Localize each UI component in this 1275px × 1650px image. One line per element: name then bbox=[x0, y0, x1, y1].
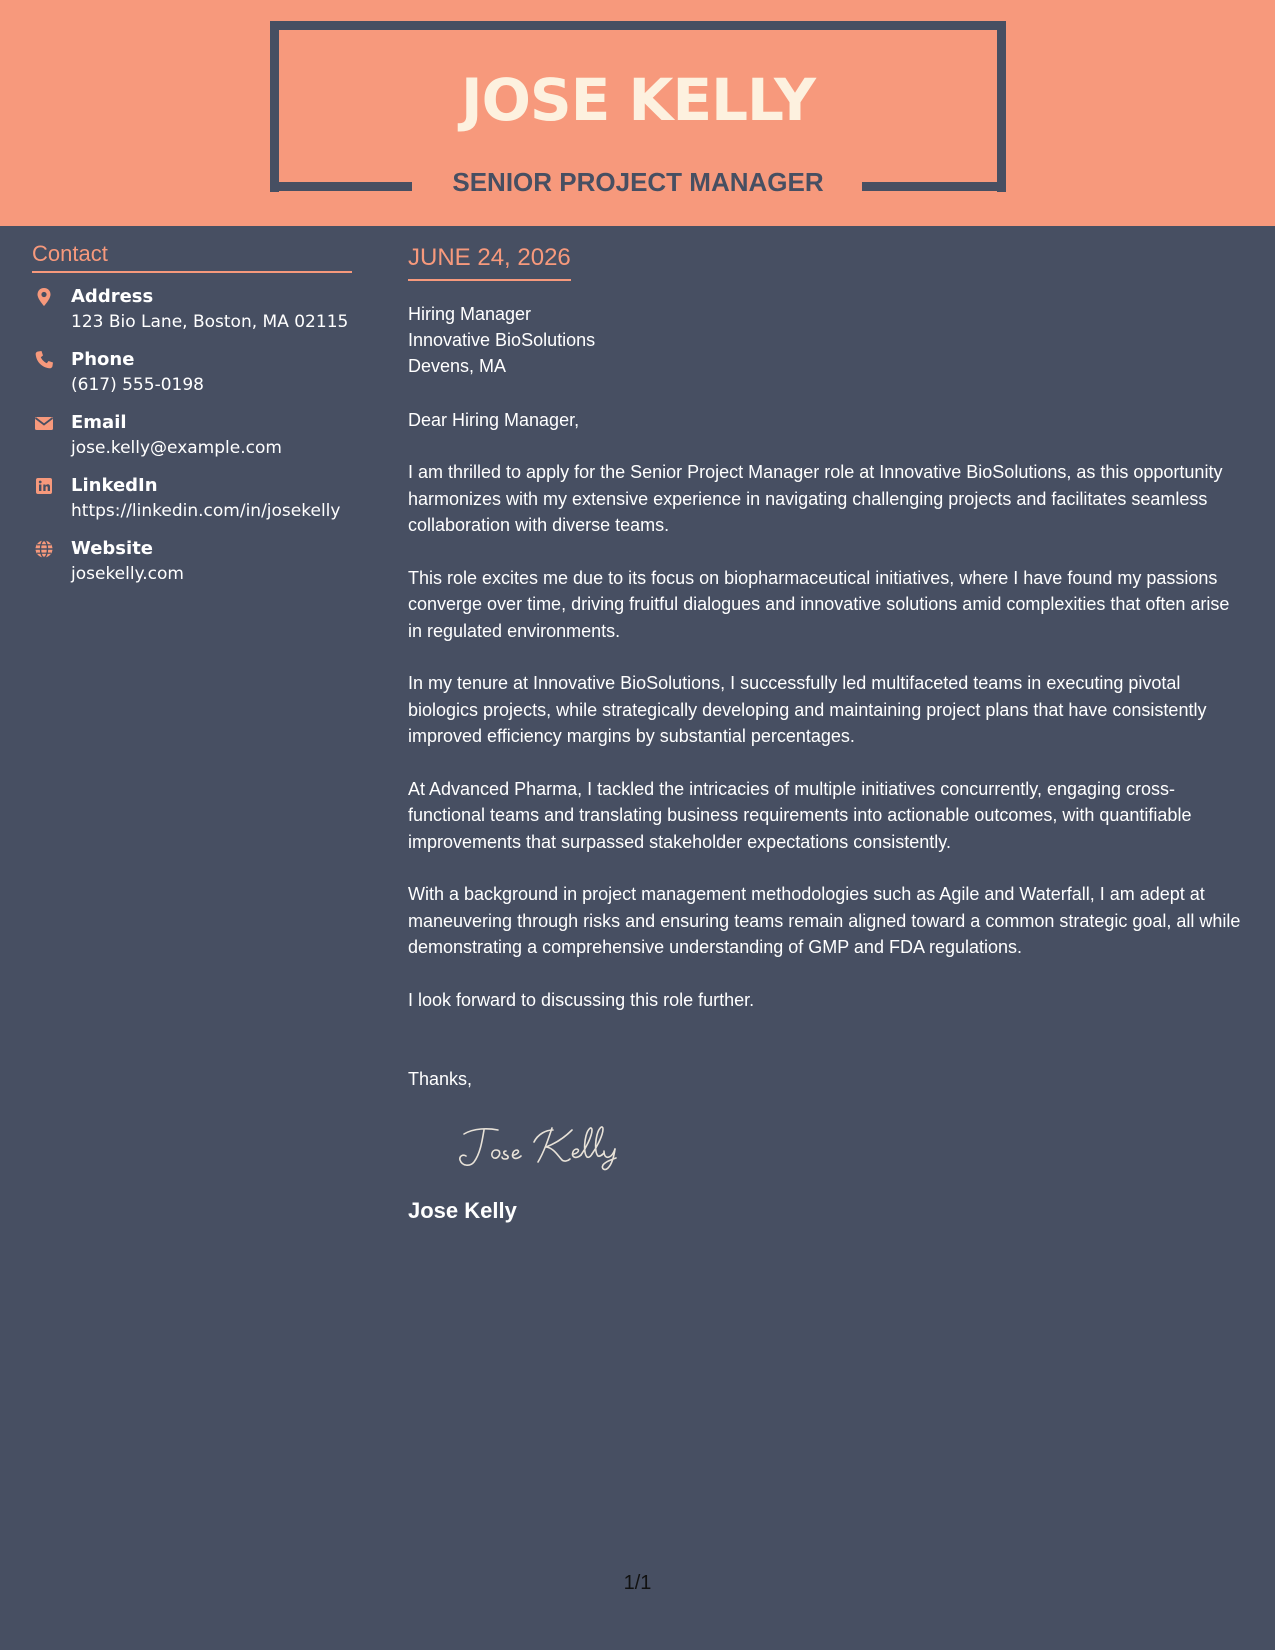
contact-label: Website bbox=[71, 538, 154, 559]
body-paragraph: This role excites me due to its focus on biopharmaceutical initiatives, where I have found my passions converge over time, driving fruitful dialogues and innovative solutions amid complexities that often arise in regulated environments. bbox=[408, 567, 1230, 641]
signer-name: Jose Kelly bbox=[408, 1198, 517, 1223]
recipient-name: Hiring Manager bbox=[408, 304, 532, 324]
contact-label: LinkedIn bbox=[71, 475, 158, 496]
letter-date: JUNE 24, 2026 bbox=[408, 243, 571, 281]
body-paragraph: In my tenure at Innovative BioSolutions, I successfully led multifaceted teams in executing pivotal biologics projects, while strategically developing and maintaining project plans that have consistently improved efficiency margins by substantial percentages. bbox=[408, 673, 1207, 746]
applicant-name: JOSE KELLY bbox=[461, 66, 815, 134]
globe-icon bbox=[34, 539, 54, 559]
map-pin-icon bbox=[34, 287, 54, 307]
contact-label: Email bbox=[71, 412, 127, 433]
recipient-location: Devens, MA bbox=[408, 356, 507, 376]
contact-label: Address bbox=[71, 286, 154, 307]
body-paragraph: I am thrilled to apply for the Senior Project Manager role at Innovative BioSolutions, as this opportunity harmonizes with my extensive experience in navigating challenging projects and facilitates seamless collaboration with diverse teams. bbox=[408, 462, 1223, 535]
contact-label: Phone bbox=[71, 349, 135, 370]
recipient-company: Innovative BioSolutions bbox=[408, 330, 596, 350]
handwritten-signature bbox=[454, 1120, 634, 1172]
closing-paragraph: I look forward to discussing this role further. bbox=[408, 989, 755, 1010]
contact-heading: Contact bbox=[32, 240, 352, 273]
salutation: Dear Hiring Manager, bbox=[408, 410, 580, 430]
phone-icon bbox=[34, 350, 54, 370]
closing: Thanks, bbox=[408, 1069, 473, 1089]
job-title: SENIOR PROJECT MANAGER bbox=[452, 167, 824, 197]
linkedin-value[interactable]: https://linkedin.com/in/josekelly bbox=[71, 501, 341, 521]
header-banner bbox=[0, 0, 1275, 226]
body-paragraph: At Advanced Pharma, I tackled the intricacies of multiple initiatives concurrently, engaging cross-functional teams and translating business requirements into actionable outcomes, with quantifiable improvements that surpassed stakeholder expectations consistently. bbox=[408, 778, 1192, 852]
website-value[interactable]: josekelly.com bbox=[71, 564, 184, 584]
page-number: 1/1 bbox=[623, 1572, 652, 1594]
letter-body bbox=[408, 243, 1248, 1225]
address-value: 123 Bio Lane, Boston, MA 02115 bbox=[71, 312, 349, 332]
body-paragraph: With a background in project management methodologies such as Agile and Waterfall, I am adept at maneuvering through risks and ensuring teams remain aligned toward a common strategic goal, all while demonstrating a comprehensive understanding of GMP and FDA regulations. bbox=[408, 884, 1241, 957]
linkedin-icon bbox=[34, 476, 54, 496]
phone-value: (617) 555-0198 bbox=[71, 375, 204, 395]
email-value[interactable]: jose.kelly@example.com bbox=[71, 438, 282, 458]
recipient-block bbox=[408, 301, 1248, 379]
contact-sidebar bbox=[32, 240, 352, 584]
envelope-icon bbox=[34, 413, 54, 433]
